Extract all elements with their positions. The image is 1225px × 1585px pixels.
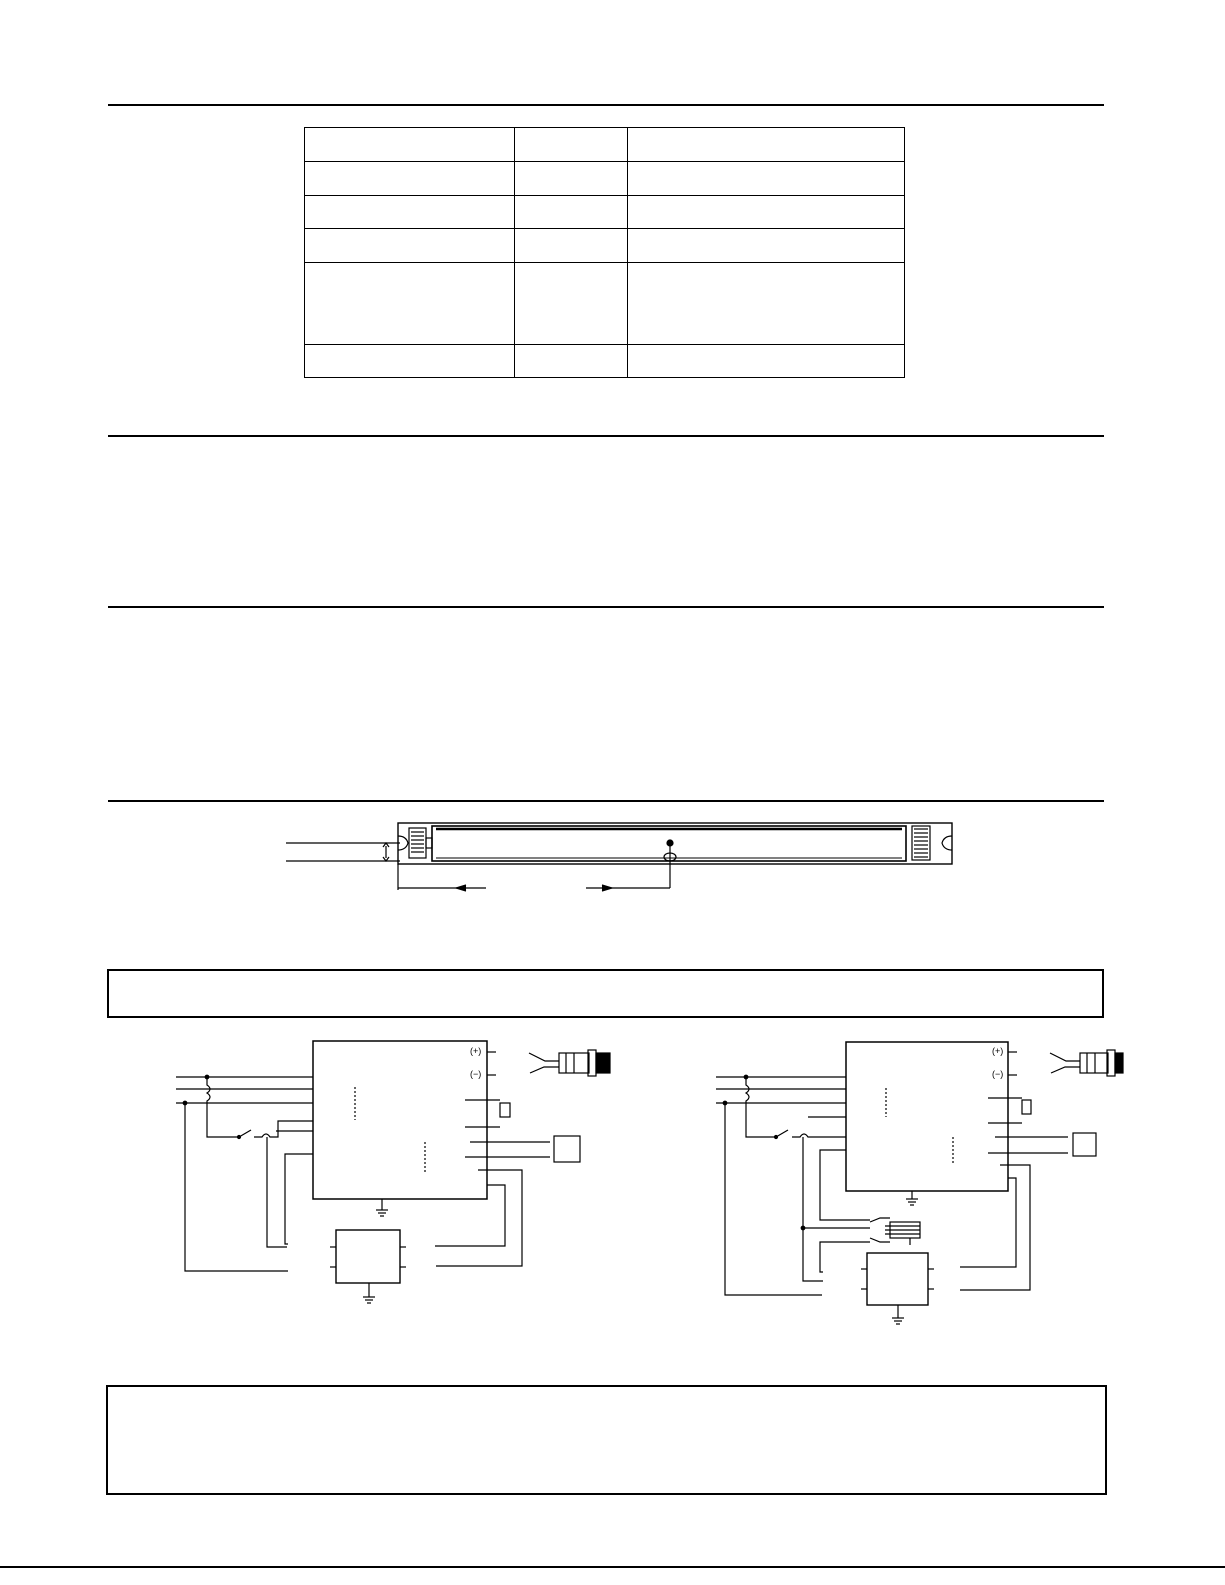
wiring-diagram-left xyxy=(176,1041,610,1303)
terminal-label-negative-left: (−) xyxy=(470,1069,482,1079)
terminal-label-positive-left: (+) xyxy=(470,1046,482,1056)
terminal-label-positive-right: (+) xyxy=(992,1046,1004,1056)
ballast-outline-icon xyxy=(286,823,952,891)
wiring-diagram-right xyxy=(716,1042,1123,1324)
terminal-label-negative-right: (−) xyxy=(992,1069,1004,1079)
